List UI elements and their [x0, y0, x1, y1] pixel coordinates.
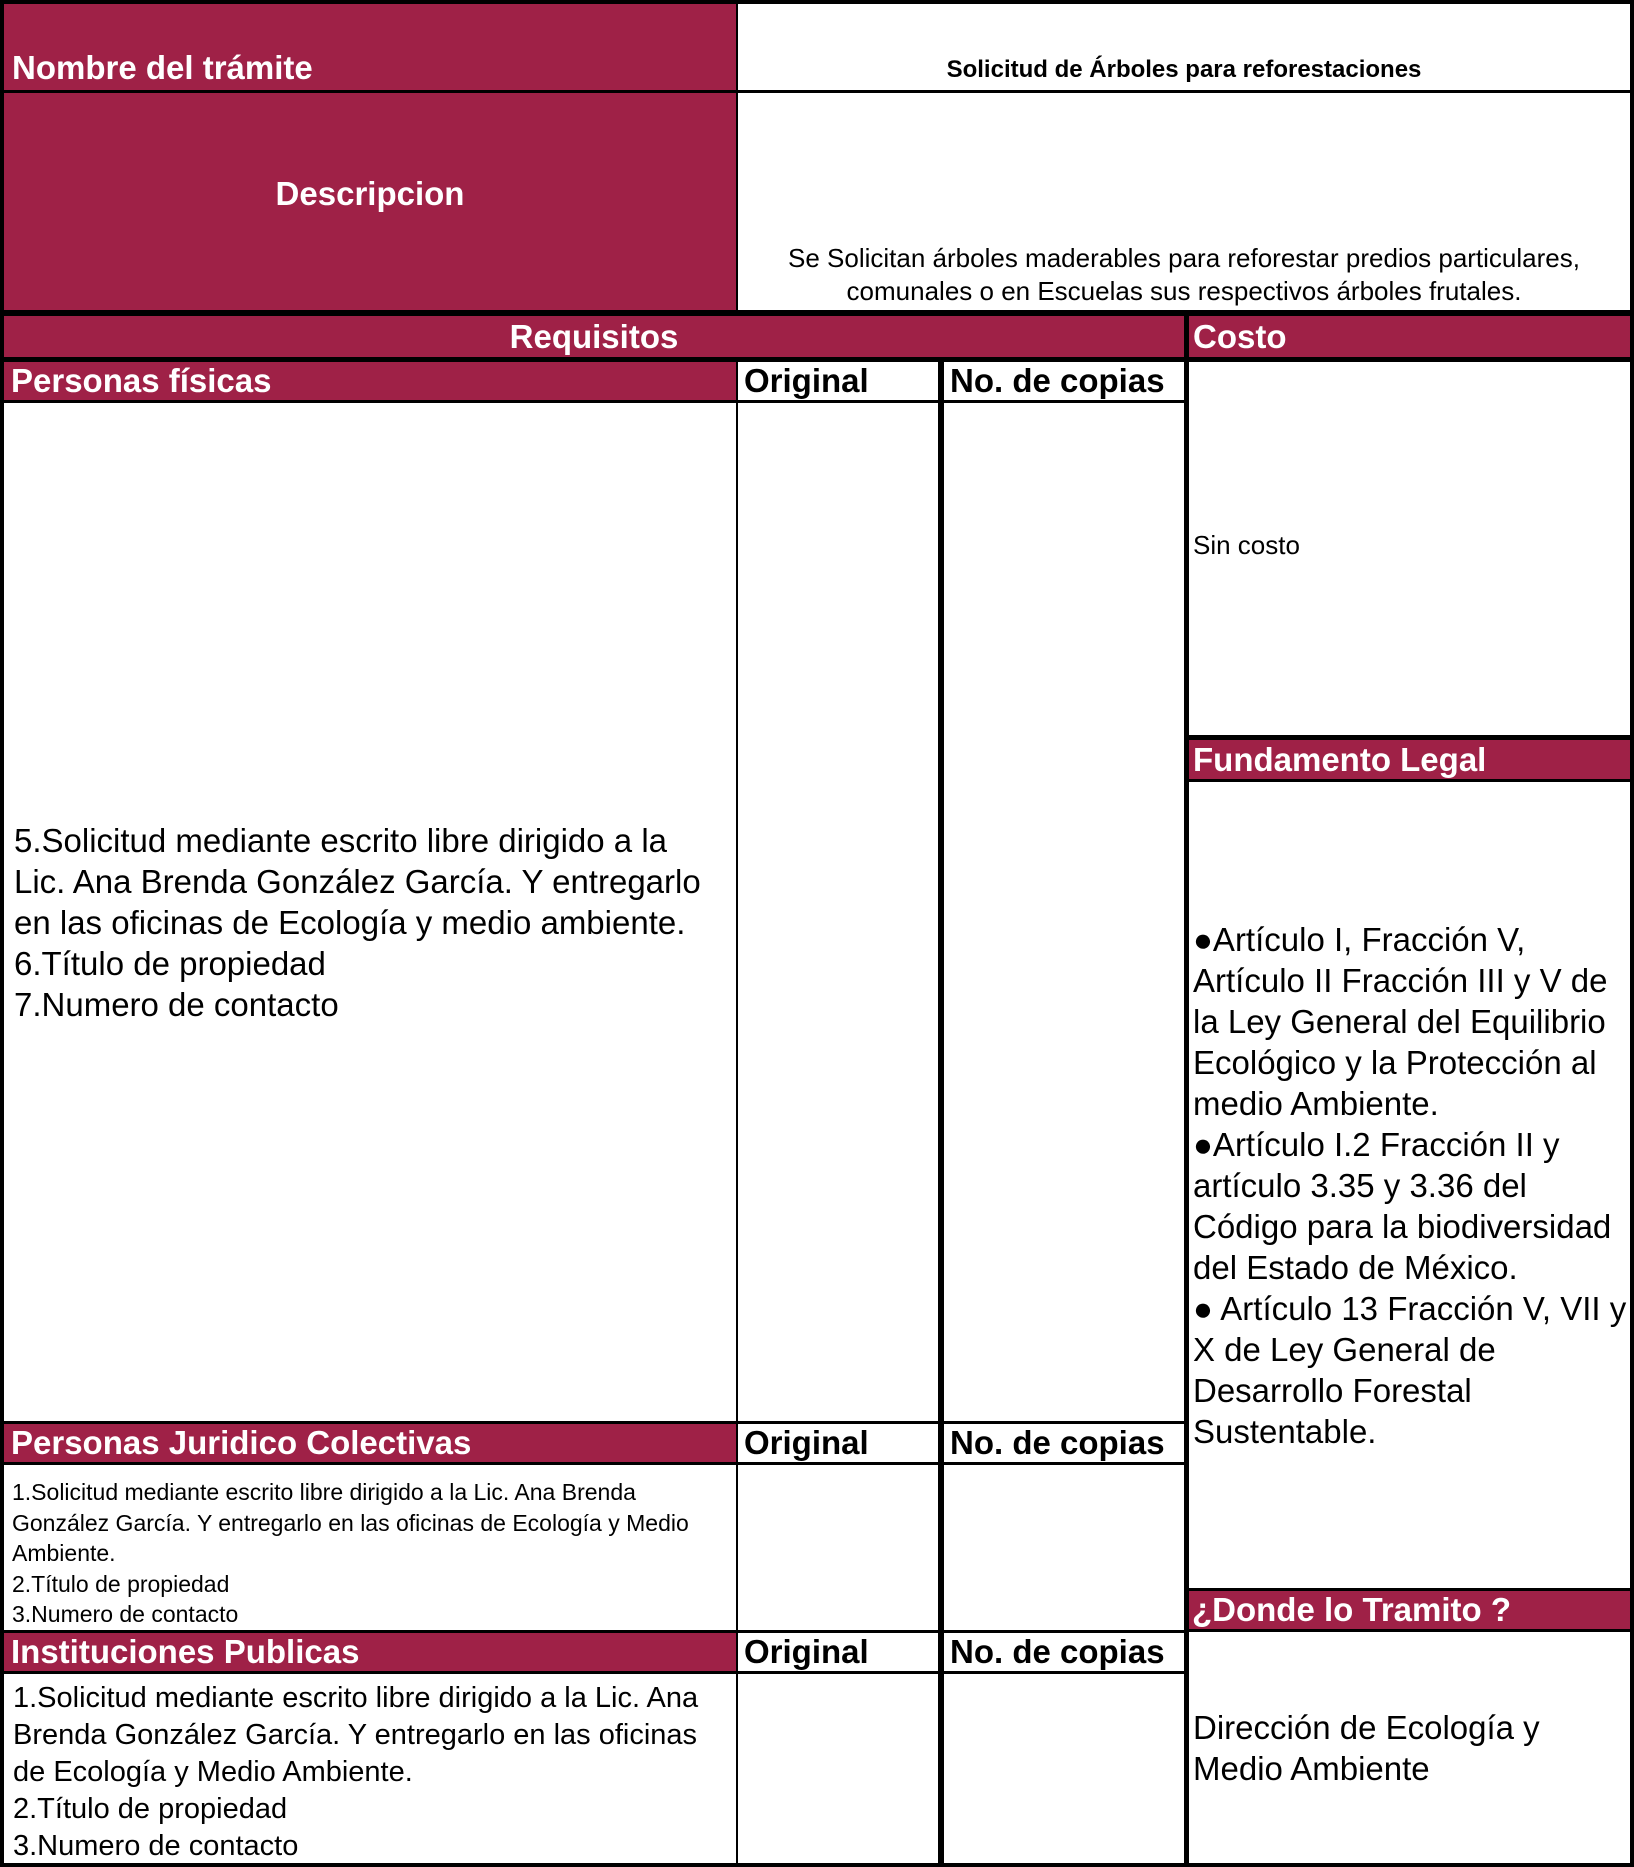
grid-line — [0, 90, 1634, 93]
grid-line — [1186, 1629, 1634, 1632]
grid-line — [0, 357, 1634, 362]
personas-fisicas-label: Personas físicas — [4, 362, 736, 400]
frame-bottom — [0, 1863, 1634, 1867]
tramite-name-label: Nombre del trámite — [4, 4, 736, 90]
donde-tramito-label: ¿Donde lo Tramito ? — [1189, 1591, 1630, 1629]
copias-header-instituciones: No. de copias — [944, 1633, 1184, 1671]
grid-line — [0, 1630, 1186, 1633]
grid-line — [0, 310, 1634, 316]
costo-value: Sin costo — [1189, 362, 1630, 735]
fundamento-legal-label: Fundamento Legal — [1189, 740, 1630, 779]
instituciones-requirements: 1.Solicitud mediante escrito libre dirigido a la Lic. Ana Brenda González García. Y entregarlo en las oficinas de Ecología y Medio Ambiente. 2.Título de propiedad 3.Numero de contacto — [4, 1674, 736, 1863]
copias-header-juridicas: No. de copias — [944, 1424, 1184, 1462]
grid-line — [0, 1421, 1186, 1424]
personas-juridicas-requirements: 1.Solicitud mediante escrito libre dirigido a la Lic. Ana Brenda González García. Y entregarlo en las oficinas de Ecología y Medio Ambiente. 2.Título de propiedad 3.Numero de contacto — [4, 1465, 736, 1630]
frame-right — [1630, 0, 1634, 1867]
description-label: Descripcion — [4, 93, 736, 310]
grid-line — [1186, 735, 1634, 740]
grid-line — [938, 357, 944, 1867]
costo-label: Costo — [1189, 316, 1630, 357]
description-value: Se Solicitan árboles maderables para reforestar predios particulares, comunales o en Escuelas sus respectivos árboles frutales. — [738, 93, 1630, 310]
original-header-fisicas: Original — [738, 362, 938, 400]
grid-line — [1186, 779, 1634, 782]
grid-line — [736, 0, 738, 316]
instituciones-label: Instituciones Publicas — [4, 1633, 736, 1671]
original-header-juridicas: Original — [738, 1424, 938, 1462]
requisitos-title: Requisitos — [4, 316, 1184, 357]
tramite-name-value: Solicitud de Árboles para reforestaciones — [738, 4, 1630, 90]
grid-line — [0, 1671, 1186, 1674]
fundamento-legal-text: ●Artículo I, Fracción V, Artículo II Fracción III y V de la Ley General del Equilibrio Ecológico y la Protección al medio Ambiente. ●Artículo I.2 Fracción II y artículo 3.35 y 3.36 del Código para la biodiversidad del Estado de México. ● Artículo 13 Fracción V, VII y X de Ley General de Desarrollo Forestal Sustentable. — [1189, 782, 1630, 1588]
copias-header-fisicas: No. de copias — [944, 362, 1184, 400]
donde-tramito-value: Dirección de Ecología y Medio Ambiente — [1189, 1632, 1630, 1863]
grid-line — [736, 357, 738, 1867]
grid-line — [1184, 316, 1189, 1867]
grid-line — [0, 400, 1186, 403]
frame-left — [0, 0, 4, 1867]
frame-top — [0, 0, 1634, 4]
personas-fisicas-requirements: 5.Solicitud mediante escrito libre dirigido a la Lic. Ana Brenda González García. Y entregarlo en las oficinas de Ecología y medio ambiente. 6.Título de propiedad 7.Numero de contacto — [4, 403, 736, 1421]
grid-line — [0, 1462, 1186, 1465]
original-header-instituciones: Original — [738, 1633, 938, 1671]
personas-juridicas-label: Personas Juridico Colectivas — [4, 1424, 736, 1462]
grid-line — [1186, 1588, 1634, 1591]
